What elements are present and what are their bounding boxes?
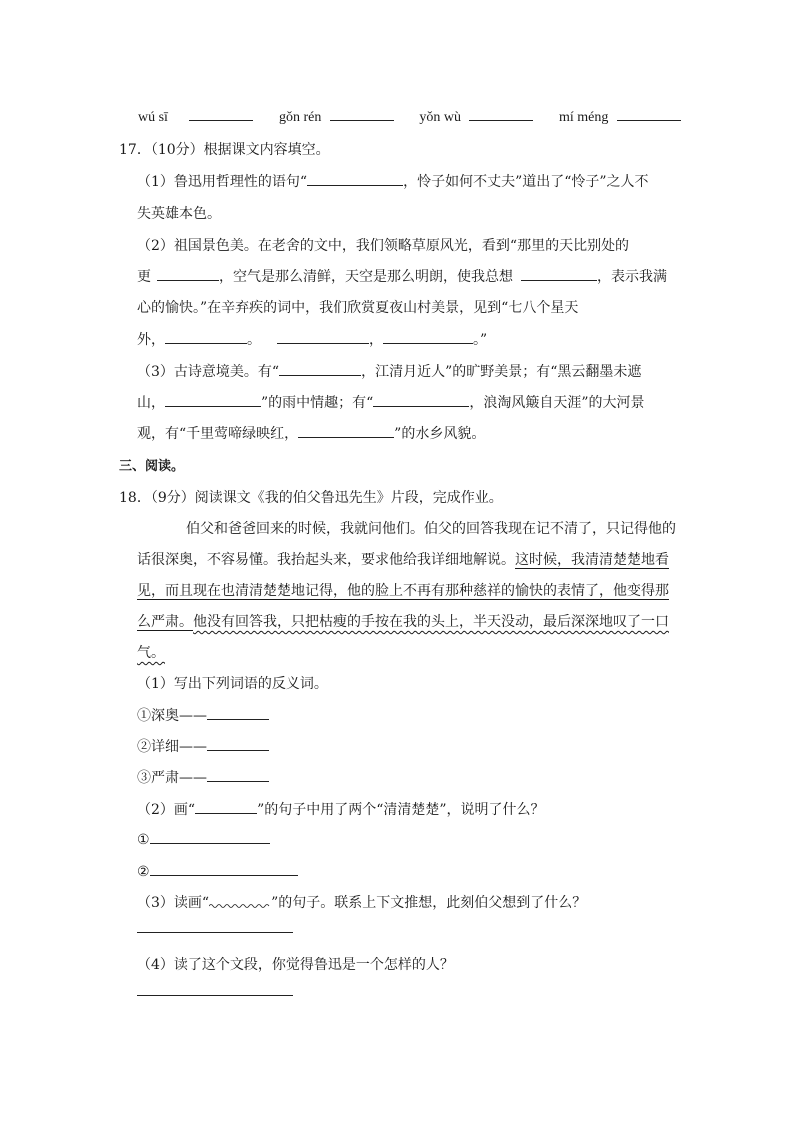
q17-p1-blank[interactable] xyxy=(307,171,403,186)
underline-sample xyxy=(195,799,257,814)
q17-p2-line3: 心的愉快。”在辛弃疾的词中，我们欣赏夏夜山村美景，见到“七八个星天 xyxy=(137,300,579,316)
q18-sub1: （1）写出下列词语的反义词。 xyxy=(137,676,328,692)
q17-p3-blank3[interactable] xyxy=(373,392,469,407)
wavy-line-sample xyxy=(209,893,271,907)
q18-para-line1: 伯父和爸爸回来的时候，我就问他们。伯父的回答我现在记不清了，只记得他的 xyxy=(186,521,676,537)
q18-answer2: ② xyxy=(137,861,298,880)
q18-sub2: （2）画“ ”的句子中用了两个“清清楚楚”，说明了什么？ xyxy=(137,799,545,819)
q18-word1: ①深奥—— xyxy=(137,705,269,725)
q17-p3-blank2[interactable] xyxy=(165,392,261,407)
pinyin-3-blank[interactable] xyxy=(469,106,533,121)
q17-p3-line2: 山， ”的雨中情趣；有“ ，浪淘风簸自天涯”的大河景 xyxy=(137,392,645,412)
underlined-sentence-part3: 么严肃。 xyxy=(137,614,193,630)
q17-p2-line1: （2）祖国景色美。在老舍的文中，我们领略草原风光，看到“那里的天比别处的 xyxy=(137,238,630,254)
pinyin-1: wú sī xyxy=(138,110,168,125)
q17-p1-line2: 失英雄本色。 xyxy=(137,206,221,222)
pinyin-4-blank[interactable] xyxy=(617,106,681,121)
pinyin-2-blank[interactable] xyxy=(330,106,394,121)
q17-p2-blank5[interactable] xyxy=(383,329,473,344)
q17-p2-blank2[interactable] xyxy=(521,266,597,281)
q18-word2: ②详细—— xyxy=(137,736,269,756)
q17-p2-blank1[interactable] xyxy=(157,266,219,281)
q17-p2-blank3[interactable] xyxy=(165,329,247,344)
q18-sub4: （4）读了这个文段，你觉得鲁迅是一个怎样的人？ xyxy=(137,957,454,973)
q17-p1-line1: （1）鲁迅用哲理性的语句“ ，怜子如何不丈夫”道出了“怜子”之人不 xyxy=(137,171,649,191)
q17-p3-blank1[interactable] xyxy=(279,361,361,376)
pinyin-1-blank[interactable] xyxy=(189,106,253,121)
q18-para-line4 xyxy=(137,611,669,631)
wavy-line-icon xyxy=(209,903,271,909)
q18-sub3: （3）读画“ ”的句子。联系上下文推想，此刻伯父想到了什么？ xyxy=(137,895,587,911)
q18-word3: ③严肃—— xyxy=(137,767,269,787)
q17-p2-line2: 更 ，空气是那么清鲜，天空是那么明朗，使我总想 ，表示我满 xyxy=(137,266,667,286)
pinyin-2: gǒn rén xyxy=(278,110,322,125)
underlined-sentence-part2: 见，而且现在也清清楚楚地记得，他的脸上不再有那种慈祥的愉快的表情了，他变得那 xyxy=(137,583,669,599)
q18-answer1: ① xyxy=(137,829,270,848)
q17-p3-line3: 观，有“千里莺啼绿映红， ”的水乡风貌。 xyxy=(137,423,485,443)
section-3-title: 三、阅读。 xyxy=(119,459,185,474)
q17-title: 17．（10分）根据课文内容填空。 xyxy=(119,142,330,158)
answer-line-4[interactable] xyxy=(137,995,293,996)
wavy-sentence-part2: 气。 xyxy=(137,645,165,661)
antonym-blank-3[interactable] xyxy=(207,767,269,782)
underlined-sentence-part1: 这时候，我清清楚楚地看 xyxy=(515,552,669,568)
answer-blank-2[interactable] xyxy=(150,861,298,876)
q18-title: 18．（9分）阅读课文《我的伯父鲁迅先生》片段，完成作业。 xyxy=(119,490,503,506)
q17-p3-blank4[interactable] xyxy=(298,423,394,438)
wavy-sentence-part1: 他没有回答我，只把枯瘦的手按在我的头上，半天没动，最后深深地叹了一口 xyxy=(193,614,669,630)
pinyin-4: mí méng xyxy=(558,110,609,125)
antonym-blank-2[interactable] xyxy=(207,736,269,751)
antonym-blank-1[interactable] xyxy=(207,705,269,720)
pinyin-3: yǒn wù xyxy=(419,110,461,125)
answer-blank-1[interactable] xyxy=(150,829,270,844)
q17-p3-line1: （3）古诗意境美。有“ ，江清月近人”的旷野美景；有“黑云翻墨未遮 xyxy=(137,361,641,381)
q17-p2-line4: 外， 。 ， 。” xyxy=(137,329,487,349)
q18-para-line2: 话很深奥，不容易懂。我抬起头来，要求他给我详细地解说。这时候，我清清楚楚地看 xyxy=(137,552,669,568)
pinyin-row xyxy=(138,106,681,126)
q17-p2-blank4[interactable] xyxy=(277,329,369,344)
answer-line-3[interactable] xyxy=(137,932,293,933)
